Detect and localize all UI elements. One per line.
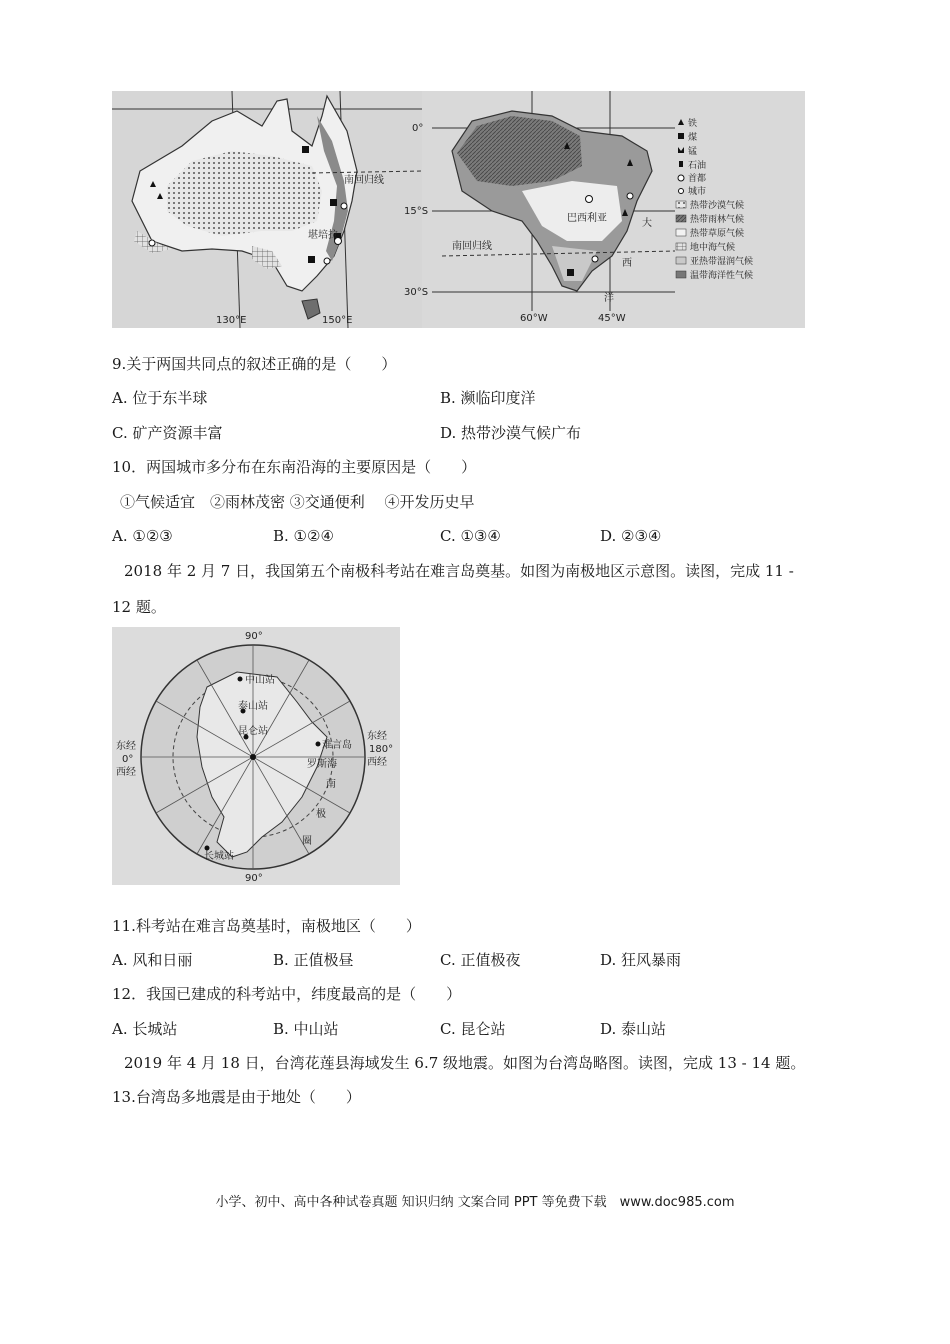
city-icon: [592, 256, 598, 262]
city-icon: [679, 189, 684, 194]
figure-antarctica-map: [112, 627, 400, 885]
legend-label-manganese: 锰: [688, 147, 698, 157]
question-12-option-d: D. 泰山站: [600, 1020, 667, 1038]
antarctic-circle-label-3: 圈: [302, 836, 312, 847]
question-9-stem: 9.关于两国共同点的叙述正确的是（ ）: [112, 355, 397, 373]
legend-label-rainforest: 热带雨林气候: [690, 215, 745, 225]
question-10-option-b: B. ①②④: [273, 527, 334, 545]
tropical-rainforest-pattern: [676, 215, 686, 222]
lon-45-label: 45°W: [598, 313, 626, 324]
intro-11-12-line1: 2018 年 2 月 7 日，我国第五个南极科考站在难言岛奠基。如图为南极地区示意图。读图，完成 11 -: [124, 562, 794, 580]
lon-right-label-3: 西经: [367, 757, 387, 768]
atlantic-label-2: 西: [622, 258, 632, 269]
legend-label-coal: 煤: [688, 133, 698, 143]
city-icon: [324, 258, 330, 264]
oil-icon: [679, 161, 683, 167]
atlantic-label-3: 洋: [604, 293, 614, 304]
lon-right-label-1: 东经: [367, 731, 387, 742]
question-11-option-d: D. 狂风暴雨: [600, 951, 682, 969]
zhongshan-station-dot: [238, 677, 243, 682]
antarctica-polar-map: [116, 631, 393, 884]
city-icon: [627, 193, 633, 199]
canberra-label: 堪培拉: [308, 230, 338, 241]
intro-13-14-line1: 2019 年 4 月 18 日，台湾花莲县海域发生 6.7 级地震。如图为台湾岛略图。读图，完成 13 - 14 题。: [124, 1054, 806, 1072]
antarctic-circle-label-2: 极: [316, 809, 326, 820]
question-9-option-c: C. 矿产资源丰富: [112, 424, 223, 442]
legend-label-savanna: 热带草原气候: [690, 229, 745, 239]
tropical-desert-pattern: [676, 201, 686, 208]
question-9-option-a: A. 位于东半球: [112, 389, 208, 407]
question-10-items: ①气候适宜 ②雨林茂密 ③交通便利 ④开发历史早: [120, 493, 475, 511]
nanyan-label: 难言岛: [322, 740, 352, 751]
lon-130-label: 130°E: [216, 315, 247, 326]
legend-label-subtropical: 亚热带湿润气候: [690, 257, 754, 267]
temperate-marine-pattern: [676, 271, 686, 278]
tropic-label-brazil: 南回归线: [452, 241, 492, 252]
legend-label-temperate: 温带海洋性气候: [690, 271, 754, 281]
mediterranean-pattern: [676, 243, 686, 250]
page-footer: 小学、初中、高中各种试卷真题 知识归纳 文案合同 PPT 等免费下载 www.doc985.com: [215, 1195, 735, 1210]
taishan-label: 泰山站: [238, 701, 268, 712]
question-10-stem: 10．两国城市多分布在东南沿海的主要原因是（ ）: [112, 458, 477, 476]
atlantic-label-1: 大: [642, 218, 652, 229]
zhongshan-label: 中山站: [245, 675, 275, 686]
figure-australia-brazil-map: [112, 91, 805, 328]
capital-icon: [586, 196, 593, 203]
lon-right-label-2: 180°: [369, 744, 394, 755]
legend-label-capital: 首都: [688, 174, 707, 184]
lon-150-label: 150°E: [322, 315, 353, 326]
question-12-option-b: B. 中山站: [273, 1020, 339, 1038]
legend-label-mediterranean: 地中海气候: [690, 243, 736, 253]
coal-square-icon: [567, 269, 574, 276]
coal-square-icon: [308, 256, 315, 263]
question-12-option-a: A. 长城站: [112, 1020, 178, 1038]
lon-90-top-label: 90°: [245, 631, 263, 642]
lon-left-label-2: 0°: [122, 754, 134, 765]
changcheng-label: 长城站: [204, 851, 234, 862]
question-11-stem: 11.科考站在难言岛奠基时，南极地区（ ）: [112, 917, 421, 935]
question-10-option-c: C. ①③④: [440, 527, 501, 545]
lat-0-label: 0°: [412, 123, 424, 134]
nanyan-island-dot: [316, 742, 321, 747]
brasilia-label: 巴西利亚: [567, 213, 607, 224]
question-9-option-d: D. 热带沙漠气候广布: [440, 424, 582, 442]
question-11-option-c: C. 正值极夜: [440, 951, 521, 969]
question-10-option-d: D. ②③④: [600, 527, 662, 545]
question-12-stem: 12．我国已建成的科考站中，纬度最高的是（ ）: [112, 985, 462, 1003]
question-13-stem: 13.台湾岛多地震是由于地处（ ）: [112, 1088, 361, 1106]
kunlun-label: 昆仑站: [238, 726, 268, 737]
ross-sea-label: 罗斯海: [307, 759, 337, 770]
antarctic-circle-label-1: 南: [326, 779, 336, 790]
question-11-option-a: A. 风和日丽: [112, 951, 193, 969]
tropic-label-australia: 南回归线: [344, 175, 384, 186]
city-icon: [341, 203, 347, 209]
coal-square-icon: [330, 199, 337, 206]
legend-label-city: 城市: [688, 187, 707, 197]
capital-icon: [678, 175, 684, 181]
question-11-option-b: B. 正值极昼: [273, 951, 354, 969]
question-9-option-b: B. 濒临印度洋: [440, 389, 536, 407]
tropical-savanna-pattern: [676, 229, 686, 236]
lon-left-label-1: 东经: [116, 741, 136, 752]
subtropical-humid-pattern: [676, 257, 686, 264]
coal-square-icon: [678, 133, 684, 139]
coal-square-icon: [302, 146, 309, 153]
lat-30-label: 30°S: [404, 287, 429, 298]
changcheng-station-dot: [205, 846, 210, 851]
legend-label-desert: 热带沙漠气候: [690, 201, 745, 211]
australia-desert-area: [167, 151, 322, 236]
question-12-option-c: C. 昆仑站: [440, 1020, 506, 1038]
intro-11-12-line2: 12 题。: [112, 598, 166, 616]
question-10-option-a: A. ①②③: [112, 527, 173, 545]
lon-90-bottom-label: 90°: [245, 873, 263, 884]
lat-15-label: 15°S: [404, 206, 429, 217]
legend-label-oil: 石油: [688, 161, 707, 171]
city-icon: [149, 240, 155, 246]
legend-label-iron: 铁: [688, 119, 698, 129]
lon-60-label: 60°W: [520, 313, 548, 324]
lon-left-label-3: 西经: [116, 767, 136, 778]
